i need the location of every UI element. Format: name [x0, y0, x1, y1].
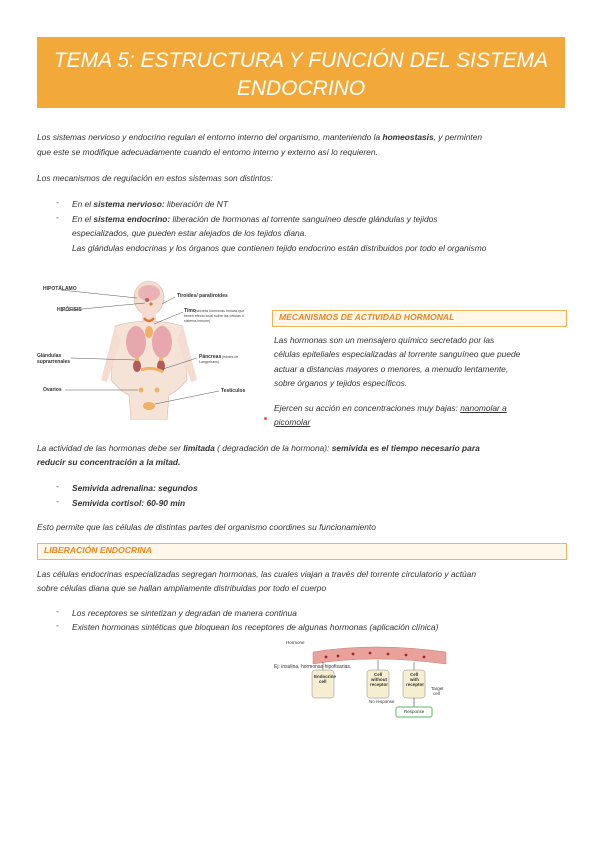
bullet-text: En el [72, 214, 94, 224]
label-target-cell: cell [433, 691, 440, 696]
label-cell-wo-3: receptor [370, 682, 389, 687]
mecanismos-line4: sobre órganos y tejidos específicos. [274, 378, 408, 388]
semivida-adrenalina: Semivida adrenalina: segundos [72, 483, 198, 493]
bullet-marker: - [56, 620, 59, 630]
example-text: Ej: insulina, hormonas hipofisarias. [274, 664, 352, 670]
bullet-marker: - [56, 197, 59, 207]
note-pancreas-1: (islotes de [222, 355, 239, 359]
underlined-nanomolar: nanomolar a [460, 403, 507, 413]
note-timo-2: tienen efecto local sobre las células d [184, 314, 244, 318]
bullet-text: En el [72, 199, 94, 209]
mecanismos-line3: actuar a distancias mayores o menores, a menudo lentamente, [274, 364, 509, 374]
bullet-nervioso [72, 197, 228, 211]
label-endocrine-cell: cell [319, 679, 327, 684]
mecanismos-line1: Las hormonas son un mensajero químico secretado por las [274, 335, 495, 345]
bullet-marker: - [56, 481, 59, 491]
endocrine-release-figure [274, 638, 448, 720]
label-glandulas: Glándulas [37, 353, 62, 359]
bullet-text: liberación de hormonas al torrente sanguíneo desde glándulas y tejidos [170, 214, 438, 224]
intro-text: Los sistemas nervioso y endocrino regulan el entorno interno del organismo, manteniendo la [37, 132, 383, 142]
blood-vessel-diagram [278, 638, 448, 720]
liberacion-line2: sobre células diana que se hallan ampliamente distribuidas por todo el cuerpo [37, 583, 327, 593]
liberacion-line1: Las células endocrinas especializadas segregan hormonas, las cuales viajan a través del torrente circulatorio y actúan [37, 569, 477, 579]
label-ovarios: Ovarios [43, 387, 62, 393]
page-title-line1: TEMA 5: ESTRUCTURA Y FUNCIÓN DEL SISTEMA [53, 49, 549, 72]
actividad-line3: Esto permite que las células de distintas partes del organismo coordines su funcionamiento [37, 522, 376, 532]
section-mecanismos [272, 310, 567, 327]
note-pancreas-2: Langerhans) [199, 360, 220, 364]
section-heading: MECANISMOS DE ACTIVIDAD HORMONAL [279, 312, 455, 322]
label-cell-wo-1: Cell [374, 672, 383, 677]
actividad-text: ( degradación de la hormona): [214, 443, 332, 453]
label-response: Response [404, 709, 425, 714]
bullet-dot [264, 417, 267, 420]
label-cell-w-1: Cell [410, 672, 419, 677]
label-suprarrenales: suprarrenales [37, 359, 71, 365]
label-cell-w-2: with [410, 677, 419, 682]
label-timo: Timo [184, 308, 196, 314]
intro-line3: Los mecanismos de regulación en estos sistemas son distintos: [37, 173, 274, 183]
label-target: Target [431, 686, 444, 691]
bullet-marker: - [56, 212, 59, 222]
bullet-endocrino-line3: Las glándulas endocrinas y los órganos que contienen tejido endocrino están distribuidos por todo el organismo [72, 243, 487, 253]
liberacion-bullet2: Existen hormonas sintéticas que bloquean los receptores de algunas hormonas (aplicación clínica) [72, 622, 439, 632]
body-illustration [37, 280, 287, 420]
note-timo-1: (secreta hormonas tímicas que [195, 309, 245, 313]
label-hipotalamo: HIPOTÁLAMO [43, 286, 77, 292]
note-timo-3: sistema inmune) [184, 319, 211, 323]
endocrine-glands-figure [37, 280, 287, 420]
label-tiroides: Tiroides/ paratiroides [177, 293, 228, 299]
intro-line2: que este se modifique adecuadamente cuando el entorno interno y externo así lo requieren. [37, 147, 378, 157]
mecanismos-line2: células epiteliales especializadas al torrente sanguíneo que puede [274, 349, 521, 359]
actividad-text: La actividad de las hormonas debe ser [37, 443, 184, 453]
page-title-line2: ENDOCRINO [236, 77, 366, 100]
label-testiculos: Testículos [221, 388, 246, 394]
actividad-bold: limitada [183, 443, 215, 453]
label-endocrine: Endocrine [314, 674, 337, 679]
bullet-endocrino [72, 212, 437, 226]
actividad-line1 [37, 441, 480, 455]
actividad-line2: reducir su concentración a la mitad. [37, 457, 181, 467]
mecanismos-line5 [274, 401, 507, 415]
label-hormone: Hormone [286, 640, 305, 645]
bullet-bold: sistema endocrino: [93, 214, 171, 224]
label-cell-wo-2: without [371, 677, 387, 682]
bullet-marker: - [56, 496, 59, 506]
section-liberacion [37, 543, 567, 560]
mecanismos-line6 [274, 415, 310, 429]
bullet-bold: sistema nervioso: [93, 199, 165, 209]
label-pancreas: Páncreas [199, 354, 222, 360]
intro-bold-homeostasis: homeostasis [382, 132, 434, 142]
semivida-cortisol: Semivida cortisol: 60-90 min [72, 498, 186, 508]
actividad-bold: semivida es el tiempo necesario para [331, 443, 480, 453]
label-no-response: No response [369, 699, 395, 704]
underlined-picomolar: picomolar [274, 417, 311, 427]
label-hipofisis: HIPÓFISIS [57, 307, 82, 313]
section-heading: LIBERACIÓN ENDOCRINA [44, 545, 152, 555]
intro-line1 [37, 130, 482, 144]
bullet-endocrino-line2: especializados, que pueden estar alejados de los tejidos diana. [72, 228, 307, 238]
bullet-text: liberación de NT [164, 199, 228, 209]
bullet-marker: - [56, 606, 59, 616]
liberacion-bullet1: Los receptores se sintetizan y degradan de manera continua [72, 608, 297, 618]
mecanismos-text: Ejercen su acción en concentraciones muy bajas: [274, 403, 461, 413]
label-cell-w-3: receptor [406, 682, 425, 687]
intro-text-end: , y perminten [433, 132, 483, 142]
title-banner [37, 37, 565, 108]
